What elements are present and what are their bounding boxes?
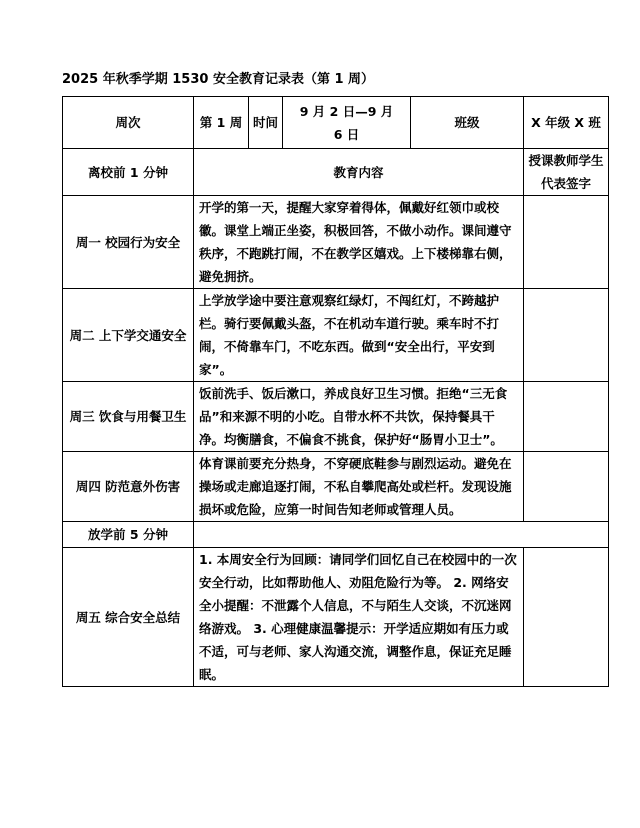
time-label-cell: 时间	[249, 97, 283, 149]
before-dismissal-header-row	[63, 522, 609, 548]
content-cell: 体育课前要充分热身，不穿硬底鞋参与剧烈运动。避免在操场或走廊追逐打闹，不私自攀爬高处或栏杆。发现设施损坏或危险，应第一时间告知老师或管理人员。	[194, 452, 524, 522]
table-row	[63, 382, 609, 452]
week-label-cell: 周次	[63, 97, 194, 149]
signature-cell[interactable]	[524, 289, 609, 382]
signature-cell[interactable]	[524, 548, 609, 687]
content-cell: 饭前洗手、饭后漱口，养成良好卫生习惯。拒绝“三无食品”和来源不明的小吃。自带水杯不共饮，保持餐具干净。均衡膳食，不偏食不挑食，保护好“肠胃小卫士”。	[194, 382, 524, 452]
before-dismissal-spacer-cell	[194, 522, 609, 548]
week-value-cell: 第 1 周	[194, 97, 249, 149]
signature-cell[interactable]	[524, 382, 609, 452]
safety-record-table	[62, 96, 609, 687]
content-header-cell: 教育内容	[194, 149, 524, 196]
time-value-cell: 9 月 2 日—9 月 6 日	[283, 97, 411, 149]
header-row	[63, 97, 609, 149]
document-title: 2025 年秋季学期 1530 安全教育记录表（第 1 周）	[62, 72, 375, 87]
before-dismissal-label-cell: 放学前 5 分钟	[63, 522, 194, 548]
table-row	[63, 289, 609, 382]
table-row	[63, 196, 609, 289]
signature-cell[interactable]	[524, 196, 609, 289]
class-label-cell: 班级	[411, 97, 524, 149]
signature-cell[interactable]	[524, 452, 609, 522]
day-topic-cell: 周三 饮食与用餐卫生	[63, 382, 194, 452]
table-row	[63, 548, 609, 687]
day-topic-cell: 周一 校园行为安全	[63, 196, 194, 289]
class-value-cell: X 年级 X 班	[524, 97, 609, 149]
signature-header-cell: 授课教师学生代表签字	[524, 149, 609, 196]
content-cell: 1. 本周安全行为回顾：请同学们回忆自己在校园中的一次安全行动，比如帮助他人、劝阻危险行为等。 2. 网络安全小提醒：不泄露个人信息，不与陌生人交谈，不沉迷网络游戏。 3. 心理健康温馨提示：开学适应期如有压力或不适，可与老师、家人沟通交流，调整作息，保证充足睡眠。	[194, 548, 524, 687]
day-topic-cell: 周二 上下学交通安全	[63, 289, 194, 382]
table-row	[63, 452, 609, 522]
content-cell: 开学的第一天，提醒大家穿着得体，佩戴好红领巾或校徽。课堂上端正坐姿，积极回答，不做小动作。课间遵守秩序，不跑跳打闹，不在教学区嬉戏。上下楼梯靠右侧，避免拥挤。	[194, 196, 524, 289]
before-leave-header-row	[63, 149, 609, 196]
before-leave-label-cell: 离校前 1 分钟	[63, 149, 194, 196]
content-cell: 上学放学途中要注意观察红绿灯，不闯红灯，不跨越护栏。骑行要佩戴头盔，不在机动车道行驶。乘车时不打闹，不倚靠车门，不吃东西。做到“安全出行，平安到家”。	[194, 289, 524, 382]
day-topic-cell: 周五 综合安全总结	[63, 548, 194, 687]
day-topic-cell: 周四 防范意外伤害	[63, 452, 194, 522]
